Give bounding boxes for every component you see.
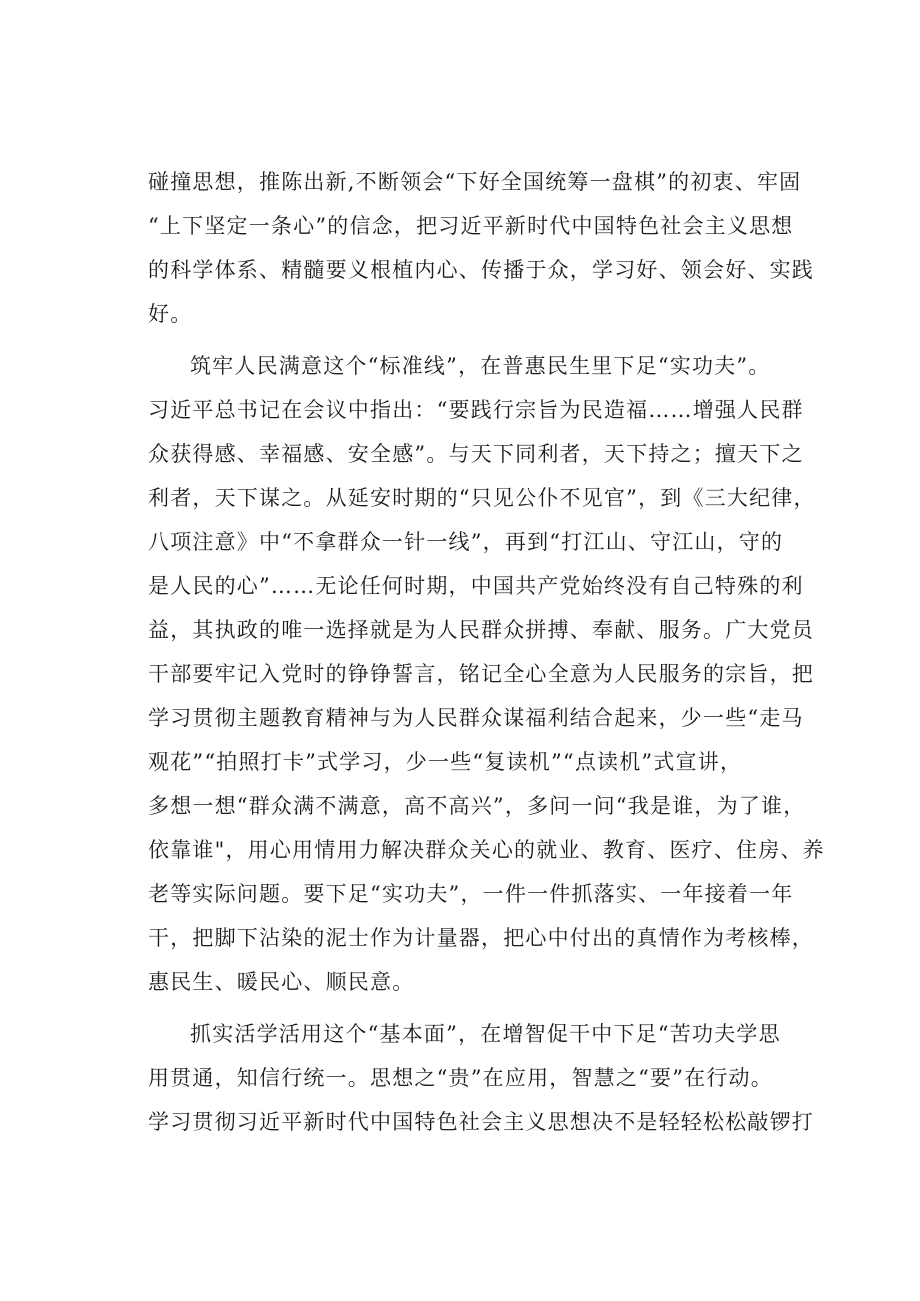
text-line: 益，其执政的唯一选择就是为人民群众拼搏、奉献、服务。广大党员 [148, 618, 814, 642]
paragraph [148, 1012, 814, 1144]
text-line: 抓实活学活用这个“基本面”，在增智促干中下足“苦功夫学思 [190, 1022, 781, 1046]
text-line: 众获得感、幸福感、安全感”。与天下同利者，天下持之；擅天下之 [148, 442, 804, 466]
text-line: 观花”“拍照打卡”式学习，少一些“复读机”“点读机”式宣讲， [148, 750, 743, 774]
text-line: “上下坚定一条心”的信念，把习近平新时代中国特色社会主义思想 [148, 214, 794, 238]
text-line: 碰撞思想，推陈出新,不断领会“下好全国统筹一盘棋”的初衷、牢固 [148, 170, 802, 194]
text-line: 利者，天下谋之。从延安时期的“只见公仆不见官”，到《三大纪律， [148, 486, 816, 510]
text-line: 学习贯彻习近平新时代中国特色社会主义思想决不是轻轻松松敲锣打 [148, 1110, 814, 1134]
text-line: 干，把脚下沾染的泥士作为计量器，把心中付出的真情作为考核棒， [148, 926, 814, 950]
text-line: 好。 [148, 302, 193, 326]
text-line: 是人民的心”……无论任何时期，中国共产党始终没有自己特殊的利 [148, 574, 804, 598]
paragraph-gap [148, 1004, 808, 1012]
text-line: 八项注意》中“不拿群众一针一线”，再到“打江山、守江山，守的 [148, 530, 784, 554]
paragraph [148, 160, 814, 336]
document-body [148, 160, 825, 1144]
text-line: 习近平总书记在会议中指出：“要践行宗旨为民造福……增强人民群 [148, 398, 804, 422]
text-line: 依靠谁"，用心用情用力解决群众关心的就业、教育、医疗、住房、养 [148, 838, 825, 862]
text-line: 学习贯彻主题教育精神与为人民群众谋福利结合起来，少一些“走马 [148, 706, 804, 730]
text-line: 多想一想“群众满不满意，高不高兴”，多问一问“我是谁，为了谁， [148, 794, 806, 818]
text-line: 老等实际问题。要下足“实功夫”，一件一件抓落实、一年接着一年 [148, 882, 794, 906]
paragraph-gap [148, 336, 808, 344]
text-line: 用贯通，知信行统一。思想之“贵”在应用，智慧之“要”在行动。 [148, 1066, 773, 1090]
text-line: 的科学体系、精髓要义根植内心、传播于众，学习好、领会好、实践 [148, 258, 814, 282]
text-line: 筑牢人民满意这个“标准线”，在普惠民生里下足“实功夫”。 [190, 354, 771, 378]
text-line: 惠民生、暖民心、顺民意。 [148, 970, 415, 994]
text-line: 干部要牢记入党时的铮铮誓言，铭记全心全意为人民服务的宗旨，把 [148, 662, 814, 686]
paragraph [148, 344, 825, 1004]
